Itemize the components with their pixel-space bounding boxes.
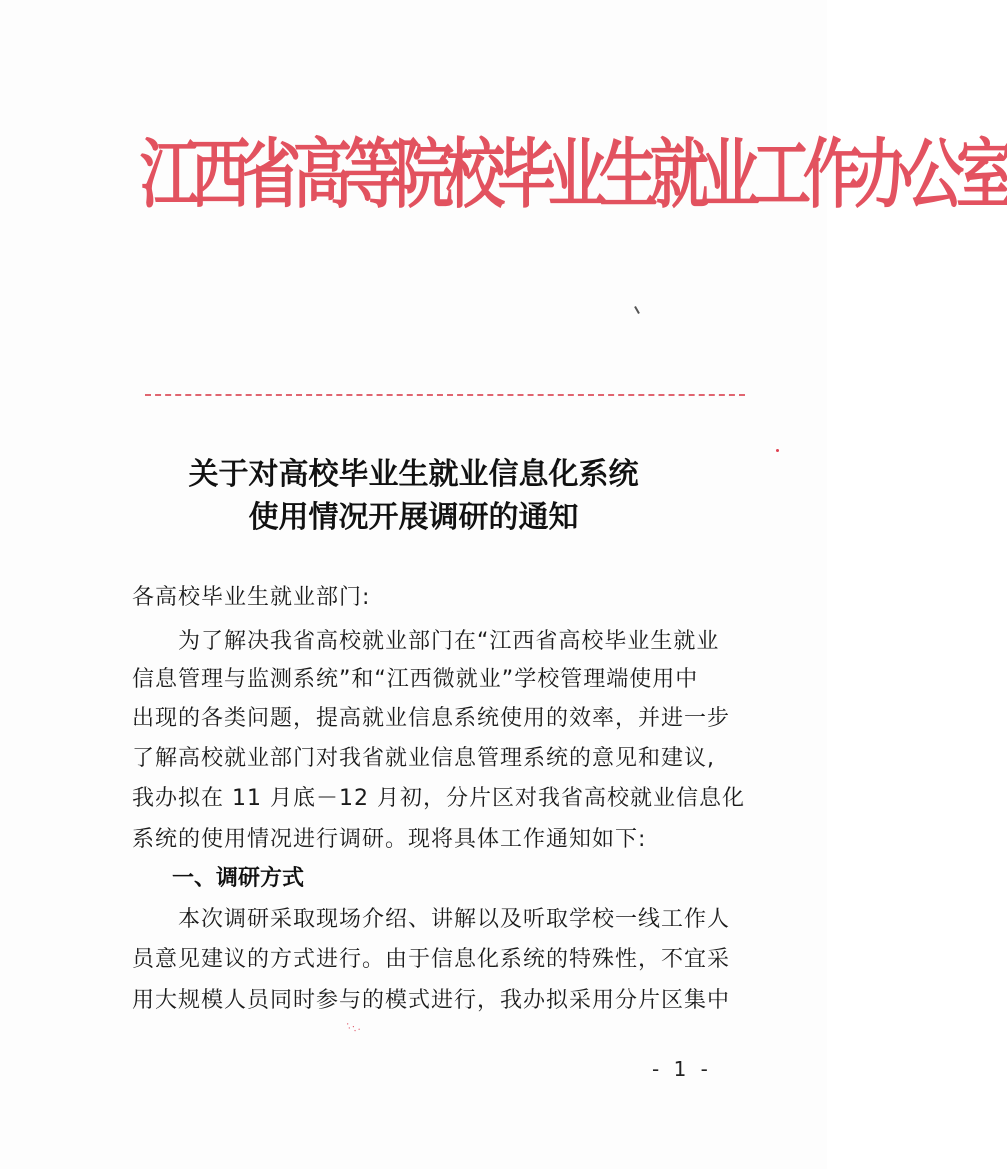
scan-speck [634,306,640,314]
paragraph-1-line: 系统的使用情况进行调研。现将具体工作通知如下: [132,827,647,852]
letterhead-separator-line [145,394,745,396]
paragraph-1-line: 为了解决我省高校就业部门在“江西省高校毕业生就业 [132,629,720,654]
paragraph-1-line: 我办拟在 11 月底－12 月初，分片区对我省高校就业信息化 [132,786,745,811]
paragraph-1-line: 信息管理与监测系统”和“江西微就业”学校管理端使用中 [132,667,699,692]
stamp-fragment: ·.·.· [343,1019,363,1036]
document-title-line-1: 关于对高校毕业生就业信息化系统 [188,457,639,492]
page-number: - 1 - [652,1057,712,1081]
letterhead-org-name: 江西省高等院校毕业生就业工作办公室 [140,130,1007,219]
salutation: 各高校毕业生就业部门: [132,585,371,610]
document-title-line-2: 使用情况开展调研的通知 [248,500,579,535]
paragraph-2-line: 员意见建议的方式进行。由于信息化系统的特殊性，不宜采 [132,947,731,972]
paragraph-1-line: 出现的各类问题，提高就业信息系统使用的效率，并进一步 [132,706,731,731]
paragraph-1-line: 了解高校就业部门对我省就业信息管理系统的意见和建议, [132,746,715,771]
paragraph-2-line: 用大规模人员同时参与的模式进行，我办拟采用分片区集中 [132,988,731,1013]
paragraph-2-line: 本次调研采取现场介绍、讲解以及听取学校一线工作人 [132,907,731,932]
section-heading: 一、调研方式 [172,866,305,891]
